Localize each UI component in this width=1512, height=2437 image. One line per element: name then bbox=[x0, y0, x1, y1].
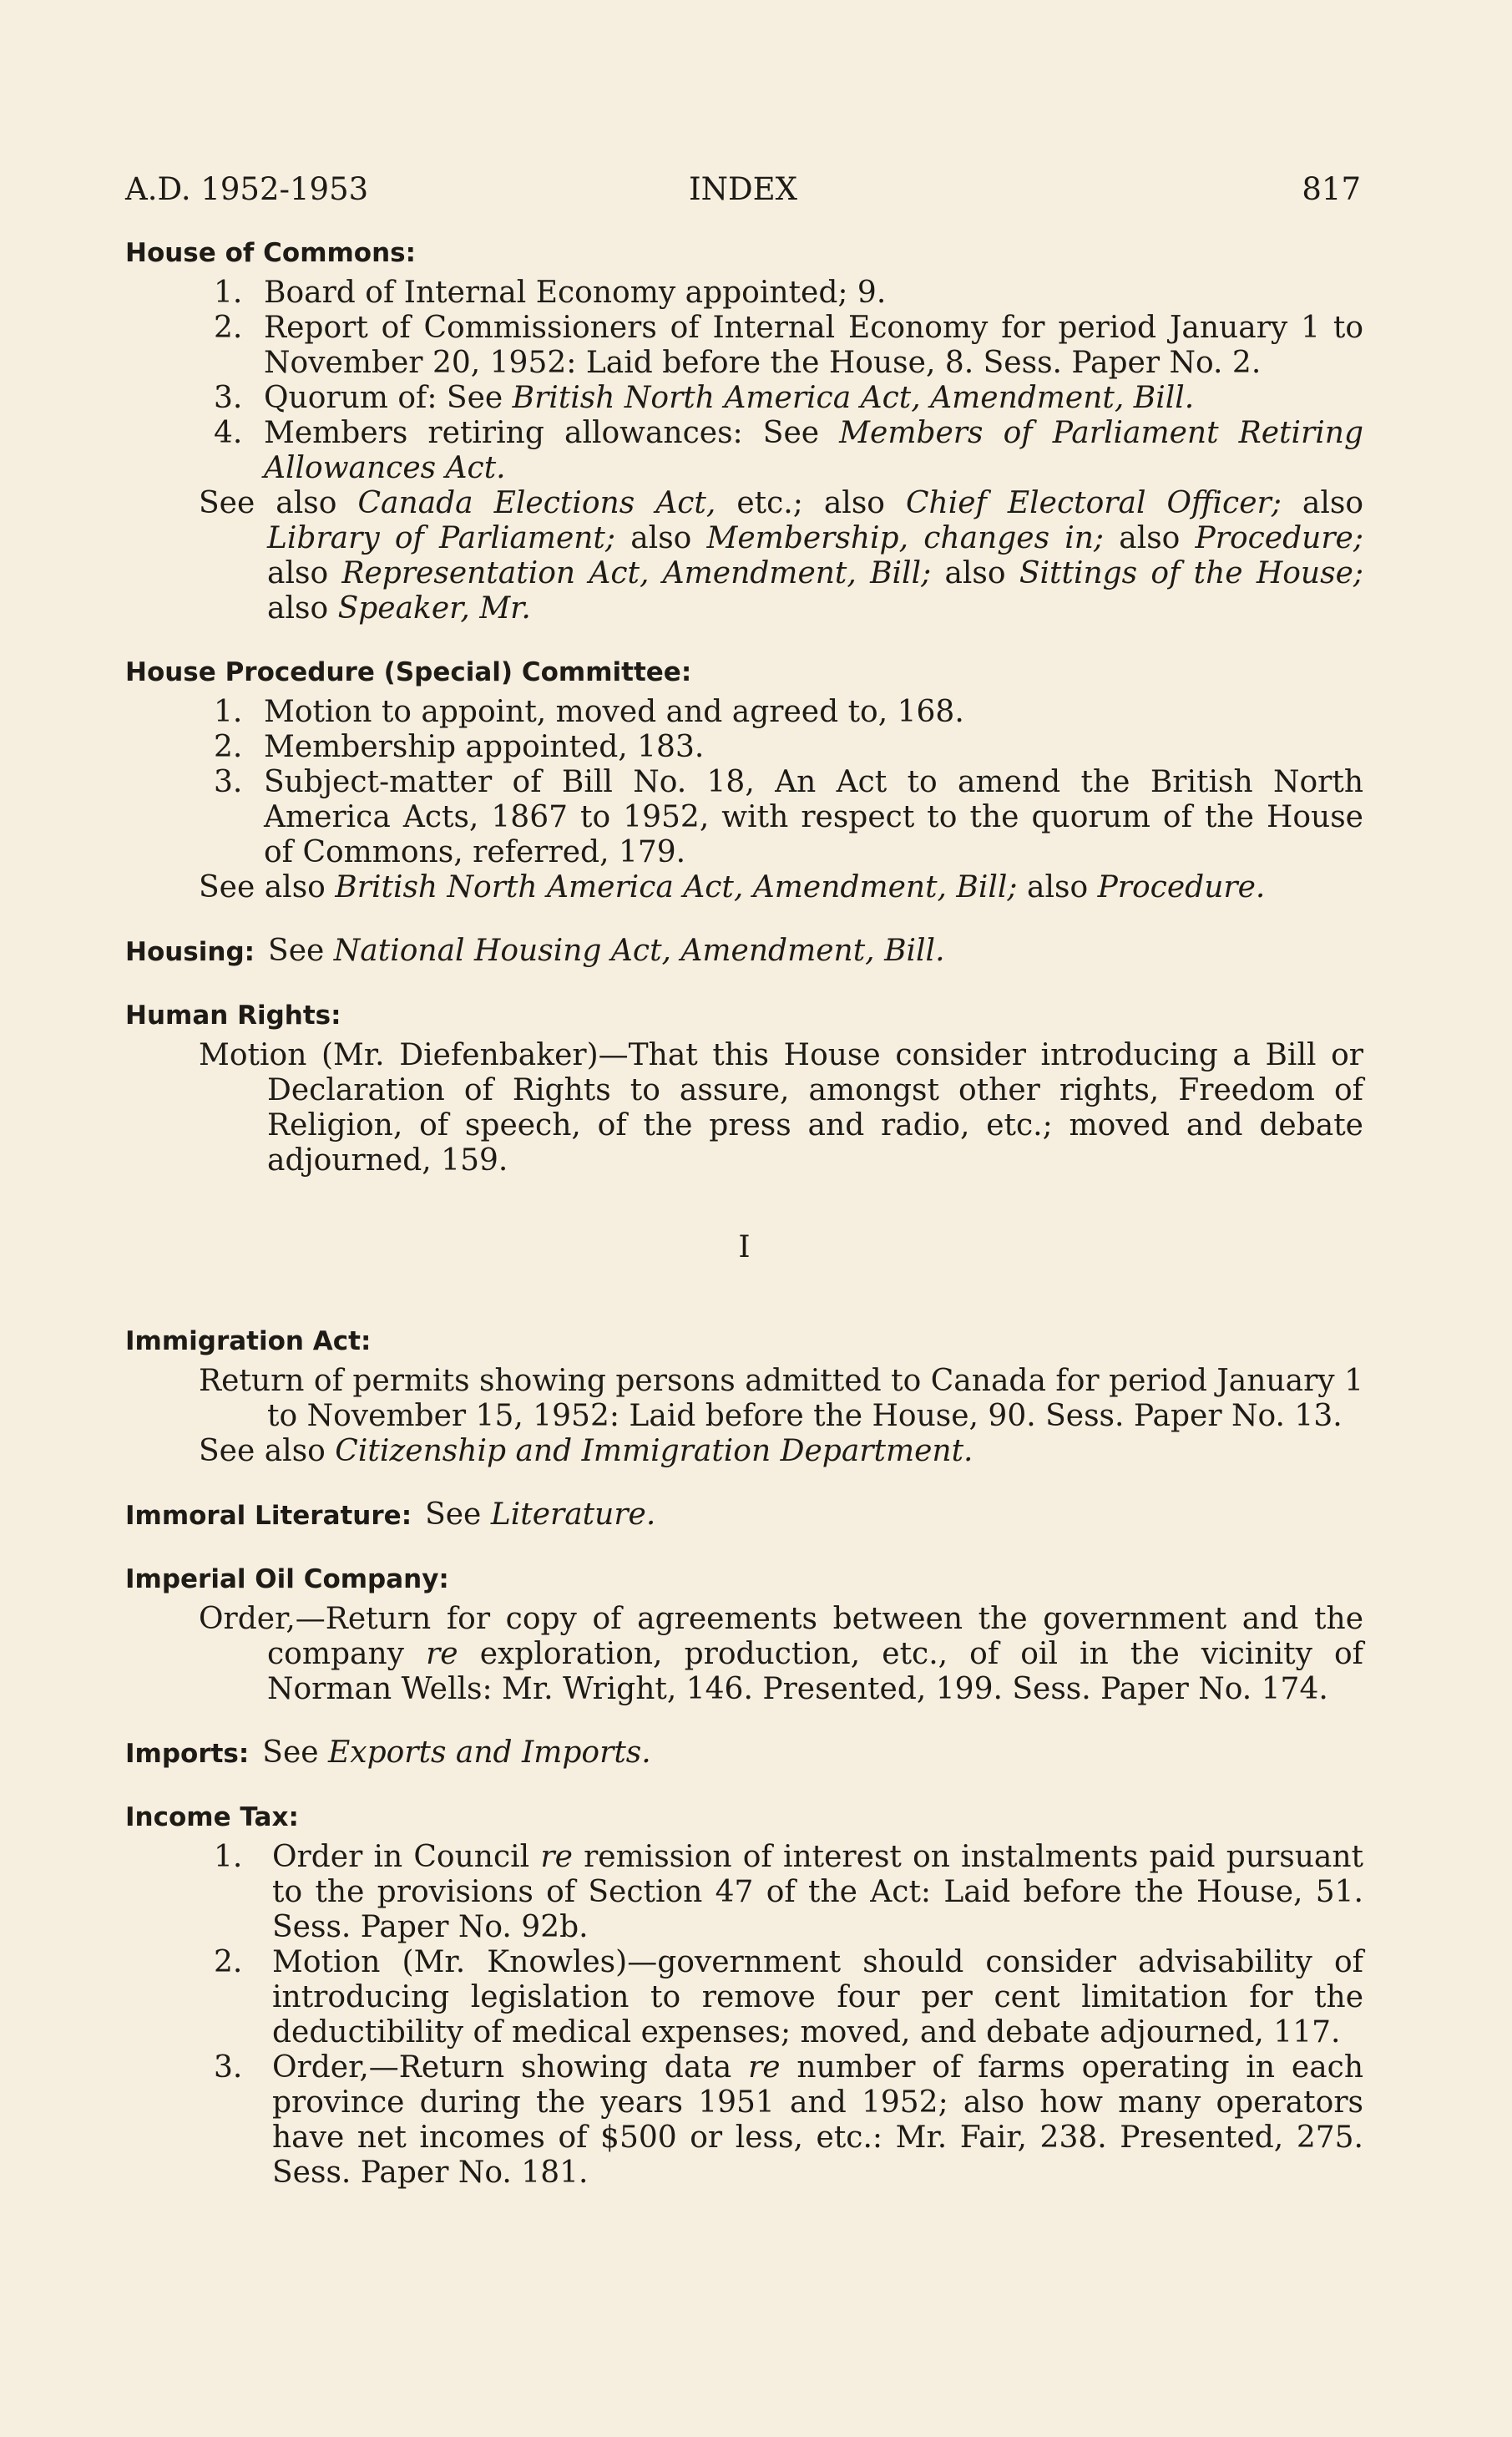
header-title: INDEX bbox=[688, 171, 797, 207]
entry-housing bbox=[125, 934, 1363, 970]
index-content bbox=[125, 236, 1363, 2219]
see-reference: See Literature. bbox=[425, 1497, 656, 1532]
entry-immigration-act bbox=[125, 1324, 1363, 1469]
list-item: 3. Quorum of: See British North America Act, Amendment, Bill. bbox=[214, 381, 1195, 415]
entry-heading: Immoral Literature: bbox=[125, 1501, 412, 1531]
entry-imports bbox=[125, 1735, 1363, 1771]
list-item: 3. Subject-matter of Bill No. 18, An Act to amend the British North America Acts, 1867 to 1952, with respect to the quorum of the House of Commons, referred, 179. bbox=[214, 765, 1363, 869]
list-item: 3. Order,—Return showing data re number of farms operating in each province during the years 1951 and 1952; also how many operators have net incomes of $500 or less, etc.: Mr. Fair, 238. Presented, 275. Sess. Paper No. 181. bbox=[214, 2050, 1364, 2190]
entry-text: Order,—Return for copy of agreements between the government and the company re exploration, production, etc., of oil in the vicinity of Norman Wells: Mr. Wright, 146. Presented, 199. Sess. Paper No. 174. bbox=[199, 1602, 1363, 1706]
entry-text: Motion (Mr. Diefenbaker)—That this House consider introducing a Bill or Declaration of Rights to assure, amongst other rights, Freedom of Religion, of speech, of the press and radio, etc.; moved and debate adjourned, 159. bbox=[199, 1038, 1363, 1178]
entry-heading: Imports: bbox=[125, 1739, 250, 1769]
entry-house-procedure bbox=[125, 655, 1363, 905]
entry-heading: House of Commons: bbox=[125, 238, 417, 268]
entry-text: Return of permits showing persons admitted to Canada for period January 1 to November 15, 1952: Laid before the House, 90. Sess. Paper No. 13. bbox=[199, 1364, 1363, 1433]
page-header bbox=[125, 171, 1361, 210]
list-item: 1. Motion to appoint, moved and agreed to, 168. bbox=[214, 695, 964, 729]
entry-heading: House Procedure (Special) Committee: bbox=[125, 657, 692, 687]
page-number: 817 bbox=[1302, 171, 1361, 207]
entry-heading: Human Rights: bbox=[125, 1001, 341, 1031]
entry-house-of-commons bbox=[125, 236, 1363, 626]
list-item: 2. Motion (Mr. Knowles)—government should consider advisability of introducing legislation to remove four per cent limitation for the deductibility of medical expenses; moved, and debate adjourned, 117. bbox=[214, 1945, 1363, 2049]
see-also: See also Canada Elections Act, etc.; also Chief Electoral Officer; also Library of Parliament; also Membership, changes in; also Procedure; also Representation Act, Amendment, Bill; also Sittings of the House; also Speaker, Mr. bbox=[199, 486, 1363, 626]
entry-heading: Immigration Act: bbox=[125, 1326, 372, 1356]
entry-heading: Imperial Oil Company: bbox=[125, 1564, 449, 1594]
see-also: See also British North America Act, Amendment, Bill; also Procedure. bbox=[199, 870, 1266, 904]
list-item: 2. Report of Commissioners of Internal Economy for period January 1 to November 20, 1952: Laid before the House, 8. Sess. Paper No. 2. bbox=[214, 311, 1363, 380]
see-also: See also Citizenship and Immigration Department. bbox=[199, 1434, 973, 1468]
section-letter: I bbox=[738, 1230, 751, 1264]
list-item: 1. Order in Council re remission of interest on instalments paid pursuant to the provisions of Section 47 of the Act: Laid before the House, 51. Sess. Paper No. 92b. bbox=[214, 1840, 1363, 1944]
entry-income-tax bbox=[125, 1800, 1363, 2191]
header-years: A.D. 1952-1953 bbox=[125, 171, 369, 207]
entry-imperial-oil bbox=[125, 1562, 1363, 1707]
entry-heading: Housing: bbox=[125, 937, 255, 967]
entry-human-rights bbox=[125, 998, 1363, 1178]
see-reference: See National Housing Act, Amendment, Bill. bbox=[268, 934, 945, 968]
entry-heading: Income Tax: bbox=[125, 1802, 299, 1832]
see-reference: See Exports and Imports. bbox=[262, 1735, 651, 1770]
list-item: 4. Members retiring allowances: See Members of Parliament Retiring Allowances Act. bbox=[214, 416, 1363, 485]
entry-immoral-literature bbox=[125, 1497, 1363, 1533]
list-item: 2. Membership appointed, 183. bbox=[214, 730, 705, 764]
list-item: 1. Board of Internal Economy appointed; 9. bbox=[214, 276, 887, 310]
